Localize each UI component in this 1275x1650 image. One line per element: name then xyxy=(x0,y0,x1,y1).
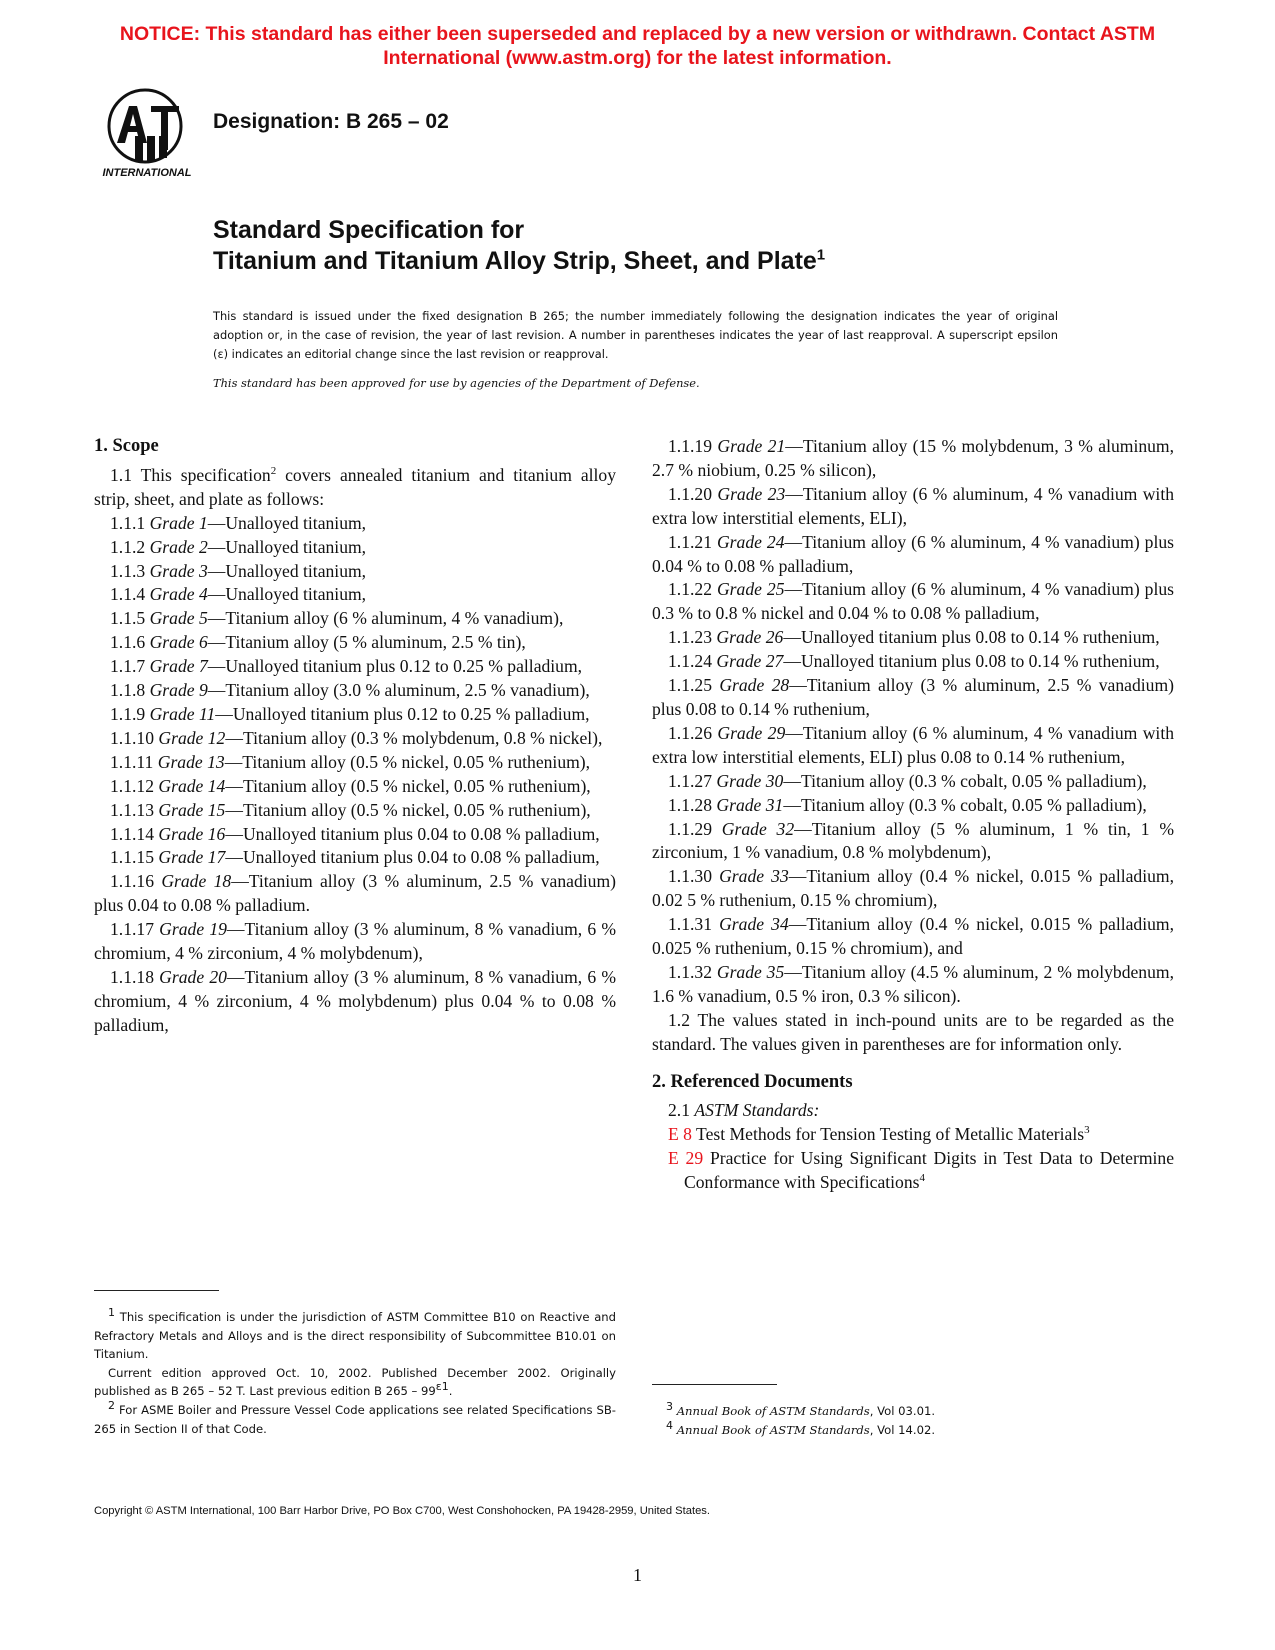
grade-item xyxy=(94,966,616,1038)
footnote-1-text: This specification is under the jurisdiction of ASTM Committee B10 on Reactive and Refractory Metals and Alloys and is the direct responsibility of Subcommittee B10.01 on Titanium. xyxy=(94,1310,617,1362)
scope-heading: 1. Scope xyxy=(94,436,159,456)
grade-number: 1.1.29 xyxy=(668,818,712,839)
grade-description: —Titanium alloy (6 % aluminum, 4 % vanadium) plus 0.3 % to 0.8 % nickel and 0.04 % to 0.08 % palladium, xyxy=(652,579,1175,624)
grade-number: 1.1.15 xyxy=(110,847,154,868)
reference-footnote-mark: 4 xyxy=(919,1172,925,1185)
grade-item xyxy=(652,722,1174,770)
grade-number: 1.1.16 xyxy=(110,871,154,892)
grade-description: —Titanium alloy (15 % molybdenum, 3 % aluminum, 2.7 % niobium, 0.25 % silicon), xyxy=(652,436,1175,480)
grade-number: 1.1.21 xyxy=(668,531,712,552)
grade-item xyxy=(94,799,616,823)
grade-name: Grade 15 xyxy=(158,799,226,820)
grade-name: Grade 30 xyxy=(716,770,784,791)
grade-number: 1.1.31 xyxy=(668,914,712,935)
astm-logo xyxy=(95,88,200,184)
dod-note: This standard has been approved for use by agencies of the Department of Defense. xyxy=(213,376,700,390)
grade-description: —Titanium alloy (0.4 % nickel, 0.015 % palladium, 0.02 5 % ruthenium, 0.15 % chromium), xyxy=(652,866,1174,911)
grade-number: 1.1.27 xyxy=(668,770,712,791)
grade-item xyxy=(94,583,616,607)
footnote-mark: 4 xyxy=(666,1418,673,1432)
grade-description: —Titanium alloy (3 % aluminum, 2.5 % vanadium) plus 0.08 to 0.14 % ruthenium, xyxy=(652,675,1174,719)
reference-title: Test Methods for Tension Testing of Metallic Materials xyxy=(696,1124,1085,1145)
grade-number: 1.1.30 xyxy=(668,866,712,887)
reference-code-link[interactable]: E 8 xyxy=(668,1124,692,1145)
grade-number: 1.1.1 xyxy=(110,512,146,533)
grade-number: 1.1.2 xyxy=(110,536,146,557)
grade-item xyxy=(652,961,1174,1009)
grade-name: Grade 31 xyxy=(716,794,784,815)
grade-description: —Unalloyed titanium, xyxy=(207,584,367,605)
grade-item xyxy=(94,751,616,775)
reference-footnote-mark: 3 xyxy=(1084,1124,1090,1137)
reference-title: Practice for Using Significant Digits in Test Data to Determine Conformance with Specifications xyxy=(684,1148,1174,1193)
grade-name: Grade 34 xyxy=(719,914,789,935)
grade-item xyxy=(94,918,616,966)
grade-number: 1.1.14 xyxy=(110,823,154,844)
grade-number: 1.1.18 xyxy=(110,966,154,987)
grade-description: —Titanium alloy (5 % aluminum, 1 % tin, 1 % zirconium, 1 % vanadium, 0.8 % molybdenum), xyxy=(652,818,1174,863)
grade-description: —Unalloyed titanium, xyxy=(207,512,367,533)
grade-description: —Unalloyed titanium plus 0.12 to 0.25 % palladium, xyxy=(207,656,583,677)
footnote-right-item xyxy=(652,1418,1174,1440)
grade-item xyxy=(94,679,616,703)
footnote-divider-right xyxy=(652,1384,777,1385)
grade-description: —Titanium alloy (3 % aluminum, 8 % vanadium, 6 % chromium, 4 % zirconium, 4 % molybdenum), xyxy=(94,919,616,964)
footnotes-left xyxy=(94,1308,616,1438)
grade-description: —Titanium alloy (6 % aluminum, 4 % vanadium with extra low interstitial elements, ELI) plus 0.08 to 0.14 % ruthenium, xyxy=(652,722,1174,767)
grade-number: 1.1.7 xyxy=(110,656,146,677)
grade-description: —Titanium alloy (0.3 % cobalt, 0.05 % palladium), xyxy=(783,770,1147,791)
grade-item xyxy=(94,727,616,751)
grade-description: —Titanium alloy (4.5 % aluminum, 2 % molybdenum, 1.6 % vanadium, 0.5 % iron, 0.3 % silicon). xyxy=(652,961,1174,1006)
grade-description: —Titanium alloy (3 % aluminum, 2.5 % vanadium) plus 0.04 to 0.08 % palladium. xyxy=(94,871,616,916)
grade-item xyxy=(94,607,616,631)
grade-number: 1.1.20 xyxy=(668,483,712,504)
grade-name: Grade 33 xyxy=(719,866,789,887)
left-column xyxy=(94,435,616,1038)
title-line-2 xyxy=(213,246,825,277)
grade-description: —Titanium alloy (0.5 % nickel, 0.05 % ruthenium), xyxy=(225,775,591,796)
grade-list-right xyxy=(652,435,1174,1009)
grade-description: —Unalloyed titanium plus 0.08 to 0.14 % ruthenium, xyxy=(783,627,1160,648)
logo-label: INTERNATIONAL xyxy=(102,167,192,179)
copyright: Copyright © ASTM International, 100 Barr Harbor Drive, PO Box C700, West Conshohocken, PA 19428-2959, United States. xyxy=(94,1505,710,1517)
grade-number: 1.1.6 xyxy=(110,632,146,653)
grade-number: 1.1.5 xyxy=(110,608,146,629)
page-number: 1 xyxy=(633,1565,642,1585)
references-heading: 2. Referenced Documents xyxy=(652,1071,853,1092)
reference-code-link[interactable]: E 29 xyxy=(668,1148,704,1169)
scope-intro-b: covers annealed titanium and titanium alloy strip, sheet, and plate as follows: xyxy=(94,464,617,509)
grade-description: —Titanium alloy (3 % aluminum, 8 % vanadium, 6 % chromium, 4 % zirconium, 4 % molybdenum) plus 0.04 % to 0.08 % palladium, xyxy=(94,966,616,1035)
grade-description: —Titanium alloy (6 % aluminum, 4 % vanadium) plus 0.04 % to 0.08 % palladium, xyxy=(652,531,1175,576)
grade-number: 1.1.11 xyxy=(110,751,154,772)
references-subheading-num: 2.1 xyxy=(668,1100,695,1121)
title-footnote-mark: 1 xyxy=(816,246,826,264)
grade-name: Grade 17 xyxy=(158,847,226,868)
reference-list xyxy=(652,1123,1174,1195)
grade-name: Grade 3 xyxy=(149,560,208,581)
grade-description: —Unalloyed titanium, xyxy=(207,560,367,581)
grade-description: —Titanium alloy (0.3 % cobalt, 0.05 % palladium), xyxy=(783,794,1147,815)
grade-description: —Titanium alloy (6 % aluminum, 4 % vanadium), xyxy=(207,608,564,629)
grade-name: Grade 26 xyxy=(716,627,784,648)
grade-name: Grade 23 xyxy=(717,483,786,504)
grade-name: Grade 18 xyxy=(161,871,232,892)
footnote-divider-left xyxy=(94,1290,219,1291)
grade-name: Grade 4 xyxy=(149,584,208,605)
grade-name: Grade 2 xyxy=(149,536,208,557)
grade-number: 1.1.32 xyxy=(668,961,712,982)
grade-item xyxy=(94,655,616,679)
grade-number: 1.1.3 xyxy=(110,560,146,581)
footnote-2 xyxy=(94,1401,616,1438)
grade-description: —Titanium alloy (0.4 % nickel, 0.015 % palladium, 0.025 % ruthenium, 0.15 % chromium), and xyxy=(652,914,1174,959)
grade-description: —Titanium alloy (0.5 % nickel, 0.05 % ruthenium), xyxy=(224,751,591,772)
grade-item xyxy=(652,483,1174,531)
notice-banner: NOTICE: This standard has either been superseded and replaced by a new version or withdrawn. Contact ASTM International (www.astm.org) for the latest information. xyxy=(119,23,1156,69)
grade-number: 1.1.10 xyxy=(110,727,154,748)
title-line-1: Standard Specification for xyxy=(213,216,525,244)
grade-name: Grade 13 xyxy=(157,751,225,772)
grade-name: Grade 16 xyxy=(158,823,226,844)
grade-number: 1.1.13 xyxy=(110,799,154,820)
grade-description: —Unalloyed titanium, xyxy=(207,536,367,557)
grade-item xyxy=(94,703,616,727)
grade-item xyxy=(94,775,616,799)
grade-item xyxy=(652,531,1174,579)
grade-description: —Titanium alloy (0.3 % molybdenum, 0.8 % nickel), xyxy=(225,727,603,748)
grade-name: Grade 7 xyxy=(149,656,208,677)
grade-description: —Titanium alloy (5 % aluminum, 2.5 % tin), xyxy=(207,632,526,653)
footnote-volume: , Vol 14.02. xyxy=(869,1422,936,1437)
grade-description: —Unalloyed titanium plus 0.04 to 0.08 % palladium, xyxy=(225,823,600,844)
grade-name: Grade 12 xyxy=(158,727,226,748)
grade-item xyxy=(652,865,1174,913)
grade-item xyxy=(652,770,1174,794)
scope-intro-sup: 2 xyxy=(270,465,277,478)
grade-number: 1.1.19 xyxy=(668,436,712,456)
grade-name: Grade 9 xyxy=(149,680,208,701)
page-title xyxy=(213,215,825,277)
grade-name: Grade 6 xyxy=(149,632,208,653)
grade-description: —Unalloyed titanium plus 0.08 to 0.14 % ruthenium, xyxy=(783,651,1160,672)
grade-item xyxy=(94,631,616,655)
footnote-1-edition-end: . xyxy=(448,1384,453,1399)
grade-name: Grade 5 xyxy=(149,608,208,629)
grade-number: 1.1.8 xyxy=(110,680,146,701)
grade-item xyxy=(652,578,1174,626)
grade-name: Grade 20 xyxy=(159,966,227,987)
footnote-2-mark: 2 xyxy=(108,1399,115,1413)
footnote-1-mark: 1 xyxy=(108,1306,115,1320)
grade-item xyxy=(652,435,1174,483)
scope-intro-a: 1.1 This specification xyxy=(110,464,271,485)
grade-name: Grade 32 xyxy=(721,818,795,839)
footnote-mark: 3 xyxy=(666,1400,673,1414)
footnote-1-edition-text: Current edition approved Oct. 10, 2002. Published December 2002. Originally published as B 265 – 52 T. Last previous edition B 265 – 99 xyxy=(94,1365,616,1399)
grade-item xyxy=(94,823,616,847)
reference-item xyxy=(668,1147,1174,1195)
grade-name: Grade 28 xyxy=(719,675,790,696)
scope-intro xyxy=(94,464,616,512)
issue-note: This standard is issued under the fixed designation B 265; the number immediately following the designation indicates the year of original adoption or, in the case of revision, the year of last revision. A number in parentheses indicates the year of last reapproval. A superscript epsilon (ε) indicates an editorial change since the last revision or reapproval. xyxy=(213,309,1058,361)
grade-number: 1.1.17 xyxy=(110,919,154,940)
astm-logo-icon xyxy=(95,88,200,184)
grade-number: 1.1.24 xyxy=(668,651,712,672)
right-column xyxy=(652,435,1174,1195)
grade-item xyxy=(94,560,616,584)
grade-description: —Unalloyed titanium plus 0.12 to 0.25 % palladium, xyxy=(215,703,590,724)
grade-name: Grade 1 xyxy=(149,512,208,533)
grade-name: Grade 27 xyxy=(716,651,784,672)
footnote-1-edition-sup: ε1 xyxy=(435,1380,449,1394)
grade-item xyxy=(94,870,616,918)
grade-name: Grade 11 xyxy=(149,703,216,724)
grade-item xyxy=(652,913,1174,961)
grade-item xyxy=(94,536,616,560)
units-paragraph: 1.2 The values stated in inch-pound units are to be regarded as the standard. The values given in parentheses are for information only. xyxy=(652,1009,1174,1054)
grade-item xyxy=(652,650,1174,674)
grade-item xyxy=(652,674,1174,722)
designation: Designation: B 265 – 02 xyxy=(213,110,449,133)
grade-description: —Titanium alloy (0.5 % nickel, 0.05 % ruthenium), xyxy=(225,799,591,820)
footnote-right-item xyxy=(652,1402,1174,1421)
grade-number: 1.1.25 xyxy=(668,675,712,696)
footnote-volume: , Vol 03.01. xyxy=(869,1404,936,1418)
references-subheading-text: ASTM Standards: xyxy=(694,1100,820,1121)
grade-description: —Titanium alloy (6 % aluminum, 4 % vanadium with extra low interstitial elements, ELI), xyxy=(652,483,1174,528)
reference-item xyxy=(668,1123,1174,1147)
footnote-1 xyxy=(94,1308,616,1364)
grade-item xyxy=(94,846,616,870)
grade-number: 1.1.4 xyxy=(110,584,146,605)
grade-number: 1.1.28 xyxy=(668,794,712,815)
grade-name: Grade 35 xyxy=(716,961,785,982)
grade-number: 1.1.12 xyxy=(110,775,154,796)
grade-number: 1.1.23 xyxy=(668,627,712,648)
grade-number: 1.1.26 xyxy=(668,722,712,743)
footnote-book: Annual Book of ASTM Standards xyxy=(676,1404,870,1418)
grade-item xyxy=(94,512,616,536)
grade-name: Grade 24 xyxy=(716,531,785,552)
grade-item xyxy=(652,626,1174,650)
grade-name: Grade 14 xyxy=(158,775,226,796)
grade-list-left xyxy=(94,512,616,1038)
title-line-2-text: Titanium and Titanium Alloy Strip, Sheet, and Plate xyxy=(213,247,817,275)
grade-description: —Titanium alloy (3.0 % aluminum, 2.5 % vanadium), xyxy=(207,680,590,701)
grade-item xyxy=(652,818,1174,866)
footnotes-right xyxy=(652,1402,1174,1439)
footnote-book: Annual Book of ASTM Standards xyxy=(676,1422,870,1437)
grade-name: Grade 19 xyxy=(159,919,227,940)
grade-number: 1.1.22 xyxy=(668,579,712,600)
grade-name: Grade 25 xyxy=(716,579,785,600)
grade-name: Grade 21 xyxy=(717,436,786,456)
grade-item xyxy=(652,794,1174,818)
references-subheading xyxy=(652,1099,1174,1123)
footnote-2-text: For ASME Boiler and Pressure Vessel Code applications see related Specifications SB-265 in Section II of that Code. xyxy=(94,1402,616,1436)
grade-number: 1.1.9 xyxy=(110,703,146,724)
footnote-1-edition xyxy=(94,1364,616,1401)
grade-description: —Unalloyed titanium plus 0.04 to 0.08 % palladium, xyxy=(225,847,600,868)
grade-name: Grade 29 xyxy=(717,722,786,743)
